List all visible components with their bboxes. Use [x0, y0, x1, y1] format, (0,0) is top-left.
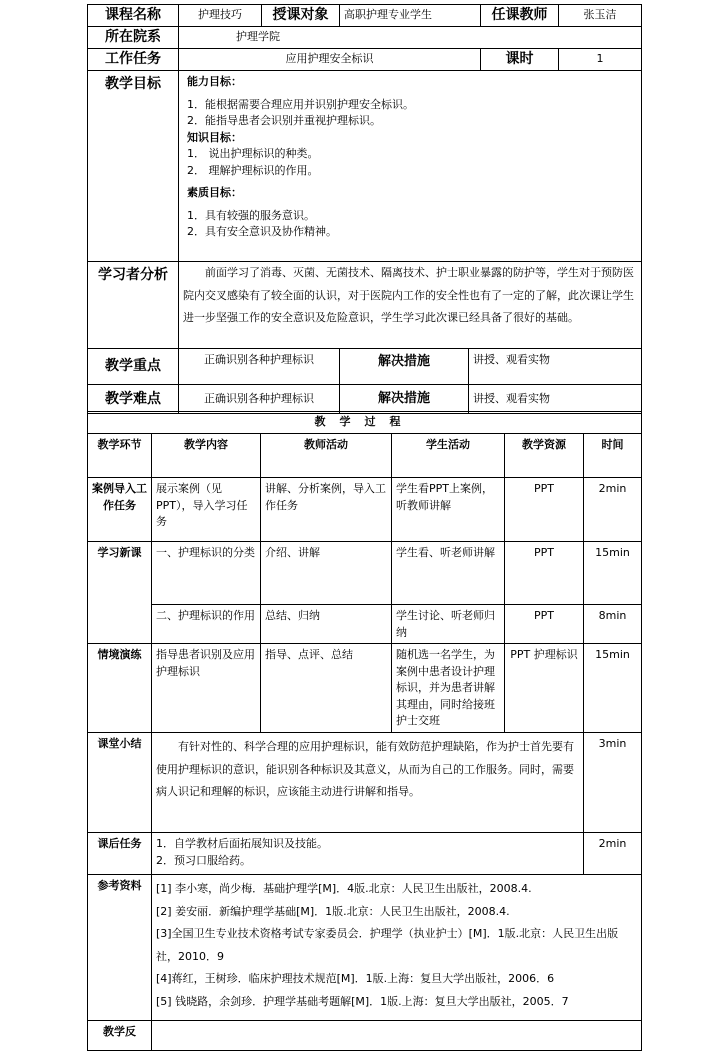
teaching-process-table — [87, 411, 642, 1051]
teacher-value: 张玉洁 — [559, 5, 642, 27]
reference-item: [3]全国卫生专业技术资格考试专家委员会．护理学（执业护士）[M]．1版.北京：人民卫生出版社，2010．9 — [156, 927, 619, 963]
reflection-label: 教学反 — [88, 1021, 152, 1051]
homework-label: 课后任务 — [88, 833, 152, 875]
homework-time: 2min — [584, 833, 642, 875]
resource-cell: PPT 护理标识 — [505, 644, 584, 733]
summary-label: 课堂小结 — [88, 733, 152, 833]
reference-item: [4]蒋红，王树珍．临床护理技术规范[M]．1版.上海：复旦大学出版社，2006．6 — [156, 972, 555, 986]
reference-item: [2] 姜安丽．新编护理学基础[M]．1版.北京：人民卫生出版社，2008.4. — [156, 904, 510, 918]
col-student: 学生活动 — [392, 434, 505, 478]
content-cell: 一、护理标识的分类 — [152, 542, 261, 605]
task-value: 应用护理安全标识 — [179, 49, 481, 71]
time-cell: 2min — [584, 478, 642, 542]
teacher-label: 任课教师 — [481, 5, 559, 27]
difficulty-text: 正确识别各种护理标识 — [179, 385, 340, 414]
audience-label: 授课对象 — [262, 5, 340, 27]
knowledge-item: 1． 说出护理标识的种类。 — [187, 147, 319, 160]
dept-label: 所在院系 — [88, 27, 179, 49]
course-name-value: 护理技巧 — [179, 5, 262, 27]
homework-item: 1．自学教材后面拓展知识及技能。 — [156, 837, 328, 850]
objectives-label: 教学目标 — [88, 71, 179, 262]
task-label: 工作任务 — [88, 49, 179, 71]
col-time: 时间 — [584, 434, 642, 478]
audience-value: 高职护理专业学生 — [340, 5, 481, 27]
key-point-text: 正确识别各种护理标识 — [179, 349, 340, 385]
summary-time: 3min — [584, 733, 642, 833]
references-label: 参考资料 — [88, 875, 152, 1021]
learner-text: 前面学习了消毒、灭菌、无菌技术、隔离技术、护士职业暴露的防护等，学生对于预防医院内交叉感染有了较全面的认识，对于医院内工作的安全性也有了一定的了解，此次课让学生进一步坚强工作的安全意识及危险意识，学生学习此次课已经具备了很好的基础。 — [179, 262, 642, 349]
key-point-measure-label: 解决措施 — [340, 349, 469, 385]
objectives-content — [179, 71, 642, 262]
course-name-label: 课程名称 — [88, 5, 179, 27]
hours-value: 1 — [559, 49, 642, 71]
reflection-content — [152, 1021, 642, 1051]
teacher-cell: 讲解、分析案例，导入工作任务 — [261, 478, 392, 542]
stage-cell: 学习新课 — [88, 542, 152, 644]
reference-item: [1] 李小寒，尚少梅．基础护理学[M]．4版.北京：人民卫生出版社，2008.4. — [156, 882, 532, 895]
time-cell: 15min — [584, 542, 642, 605]
resource-cell: PPT — [505, 542, 584, 605]
key-point-measure: 讲授、观看实物 — [469, 349, 642, 385]
student-cell: 随机选一名学生，为案例中患者设计护理标识，并为患者讲解其理由，同时给接班护士交班 — [392, 644, 505, 733]
student-cell: 学生看、听老师讲解 — [392, 542, 505, 605]
quality-title: 素质目标： — [187, 186, 242, 199]
reference-item: [5] 钱晓路，余剑珍．护理学基础考题解[M]．1版.上海：复旦大学出版社，2005．7 — [156, 994, 569, 1008]
student-cell: 学生看PPT上案例，听教师讲解 — [392, 478, 505, 542]
homework-content — [152, 833, 584, 875]
homework-item: 2．预习口服给药。 — [156, 853, 251, 867]
content-cell: 展示案例（见PPT），导入学习任务 — [152, 478, 261, 542]
difficulty-measure-label: 解决措施 — [340, 385, 469, 414]
col-teacher: 教师活动 — [261, 434, 392, 478]
quality-item: 1．具有较强的服务意识。 — [187, 208, 315, 222]
resource-cell: PPT — [505, 478, 584, 542]
course-info-table — [87, 4, 642, 414]
ability-item: 1．能根据需要合理应用并识别护理安全标识。 — [187, 97, 414, 111]
knowledge-title: 知识目标： — [187, 130, 242, 144]
content-cell: 二、护理标识的作用 — [152, 605, 261, 644]
student-cell: 学生讨论、听老师归纳 — [392, 605, 505, 644]
time-cell: 15min — [584, 644, 642, 733]
dept-value: 护理学院 — [179, 27, 642, 49]
teacher-cell: 总结、归纳 — [261, 605, 392, 644]
quality-item: 2．具有安全意识及协作精神。 — [187, 225, 337, 238]
key-point-label: 教学重点 — [88, 349, 179, 385]
difficulty-measure: 讲授、观看实物 — [469, 385, 642, 414]
knowledge-item: 2． 理解护理标识的作用。 — [187, 163, 319, 177]
col-resource: 教学资源 — [505, 434, 584, 478]
references-content — [152, 875, 642, 1021]
process-title: 教学过程 — [88, 412, 642, 434]
col-stage: 教学环节 — [88, 434, 152, 478]
stage-cell: 案例导入工作任务 — [88, 478, 152, 542]
summary-text: 有针对性的、科学合理的应用护理标识，能有效防范护理缺陷，作为护士首先要有使用护理标识的意识，能识别各种标识及其意义，从而为自己的工作服务。同时，需要病人识记和理解的标识，应该能主动进行讲解和指导。 — [152, 733, 584, 833]
difficulty-label: 教学难点 — [88, 385, 179, 414]
col-content: 教学内容 — [152, 434, 261, 478]
resource-cell: PPT — [505, 605, 584, 644]
time-cell: 8min — [584, 605, 642, 644]
ability-title: 能力目标： — [187, 75, 242, 88]
content-cell: 指导患者识别及应用护理标识 — [152, 644, 261, 733]
stage-cell: 情境演练 — [88, 644, 152, 733]
hours-label: 课时 — [481, 49, 559, 71]
teacher-cell: 介绍、讲解 — [261, 542, 392, 605]
learner-label: 学习者分析 — [88, 262, 179, 349]
teacher-cell: 指导、点评、总结 — [261, 644, 392, 733]
ability-item: 2．能指导患者会识别并重视护理标识。 — [187, 114, 381, 127]
